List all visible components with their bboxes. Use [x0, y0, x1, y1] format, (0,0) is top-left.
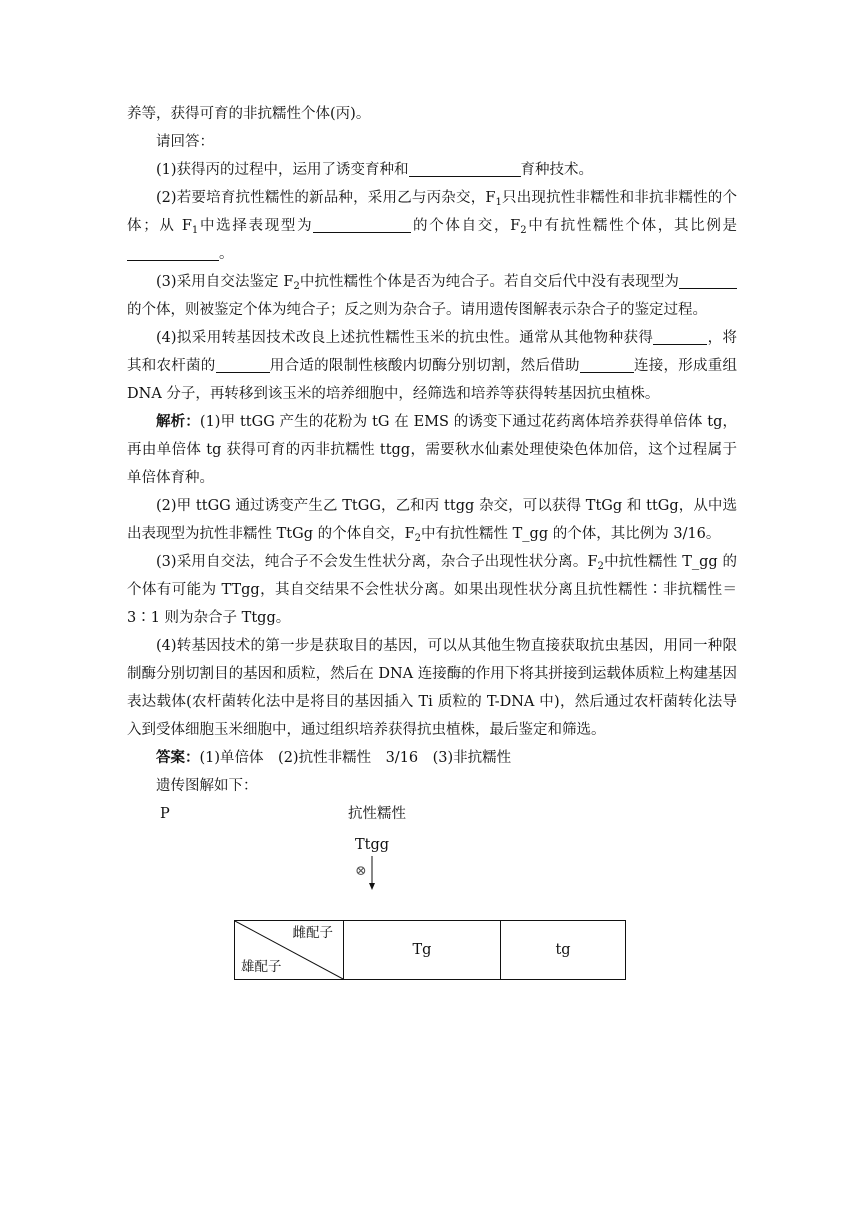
- answer-blank[interactable]: [679, 270, 737, 289]
- answer-blank[interactable]: [409, 158, 521, 177]
- gamete-header-cell: tg: [501, 921, 626, 980]
- self-cross-icon: ⊗: [355, 863, 367, 879]
- parent-genotype: Ttgg: [355, 837, 390, 853]
- female-gamete-label: 雌配子: [292, 925, 333, 941]
- question-4: (4)拟采用转基因技术改良上述抗性糯性玉米的抗虫性。通常从其他物种获得 ，将其和农杆菌的 用合适的限制性核酸内切酶分别切割，然后借助 连接，形成重组 DNA 分子，再转移到该玉米的培养细胞中，经筛选和培养等获得转基因抗虫植株。: [127, 324, 737, 408]
- answer-blank[interactable]: [580, 354, 634, 373]
- analysis-label: 解析：: [156, 413, 200, 430]
- parent-label: P: [160, 806, 170, 822]
- parent-phenotype: 抗性糯性: [348, 806, 406, 822]
- analysis-2: (2)甲 ttGG 通过诱变产生乙 TtGG，乙和丙 ttgg 杂交，可以获得 TtGg 和 ttGg，从中选出表现型为抗性非糯性 TtGg 的个体自交，$F_2$中有抗性糯性 T_gg 的个体，其比例为 3/16。: [127, 498, 737, 544]
- text-line: 养等，获得可育的非抗糯性个体(丙)。: [127, 106, 371, 122]
- answer-blank[interactable]: [216, 354, 270, 373]
- document-page: [127, 100, 737, 1040]
- analysis-3: (3)采用自交法，纯合子不会发生性状分离，杂合子出现性状分离。$F_2$中抗性糯性 T_gg 的个体有可能为 TTgg，其自交结果不会性状分离。如果出现性状分离且抗性糯性∶非抗糯性＝3∶1 则为杂合子 Ttgg。: [127, 554, 737, 626]
- question-3: (3)采用自交法鉴定 $F_2$中抗性糯性个体是否为纯合子。若自交后代中没有表现型为的个体，则被鉴定个体为纯合子；反之则为杂合子。请用遗传图解表示杂合子的鉴定过程。: [127, 268, 737, 324]
- question-1: (1)获得丙的过程中，运用了诱变育种和 育种技术。: [127, 156, 737, 184]
- answer-blank[interactable]: [127, 242, 219, 261]
- genetic-diagram: [127, 800, 737, 1040]
- diagram-intro: 遗传图解如下：: [156, 778, 258, 794]
- answer-blank[interactable]: [653, 326, 707, 345]
- gamete-table: [234, 920, 626, 980]
- down-arrow-icon: [367, 856, 377, 890]
- prompt-line: 请回答：: [156, 134, 214, 150]
- analysis-1: 解析：(1)甲 ttGG 产生的花粉为 tG 在 EMS 的诱变下通过花药离体培养获得单倍体 tg，再由单倍体 tg 获得可育的丙非抗糯性 ttgg，需要秋水仙素处理使染色体加倍，这个过程属于单倍体育种。: [127, 413, 737, 486]
- analysis-4: (4)转基因技术的第一步是获取目的基因，可以从其他生物直接获取抗虫基因，用同一种限制酶分别切割目的基因和质粒，然后在 DNA 连接酶的作用下将其拼接到运载体质粒上构建基因表达载体(农杆菌转化法中是将目的基因插入 Ti 质粒的 T-DNA 中)，然后通过农杆菌转化法导入到受体细胞玉米细胞中，通过组织培养获得抗虫植株，最后鉴定和筛选。: [127, 638, 737, 738]
- gamete-header-cell: Tg: [344, 921, 501, 980]
- answer-blank[interactable]: [313, 214, 411, 233]
- answer-line: 答案：(1)单倍体 (2)抗性非糯性 3/16 (3)非抗糯性: [156, 749, 512, 766]
- male-gamete-label: 雄配子: [241, 959, 282, 975]
- question-2: (2)若要培育抗性糯性的新品种，采用乙与丙杂交，$F_1$只出现抗性非糯性和非抗非糯性的个体；从 $F_1$中选择表现型为 的个体自交，$F_2$中有抗性糯性个体，其比例是。: [127, 190, 738, 262]
- answer-label: 答案：: [156, 749, 200, 766]
- table-corner-cell: [235, 921, 344, 980]
